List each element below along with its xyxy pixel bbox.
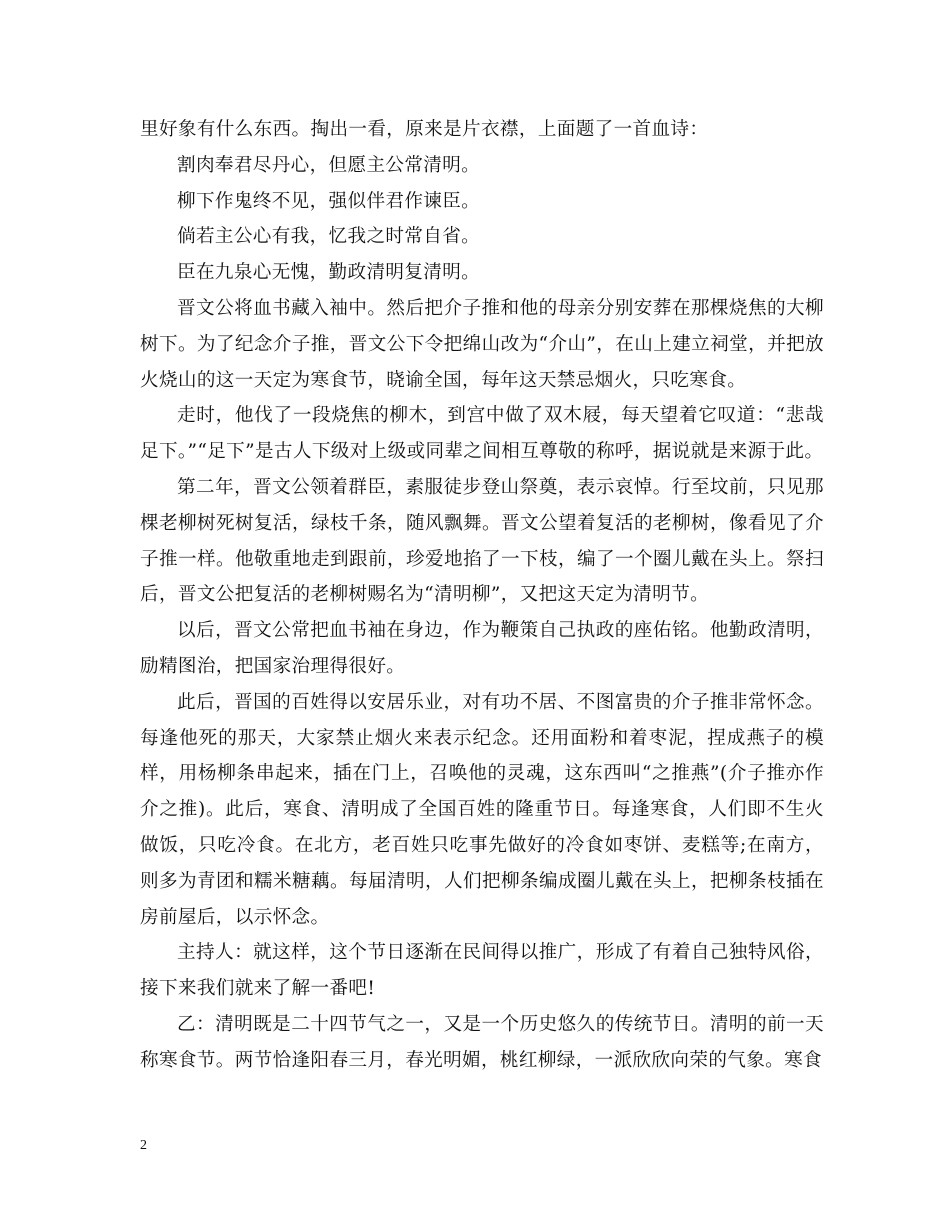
poem-line-2: 柳下作鬼终不见，强似伴君作谏臣。	[177, 190, 481, 212]
paragraph-9: 此后，晋国的百姓得以安居乐业，对有功不居、不图富贵的介子推非常怀念。每逢他死的那天，大家禁止烟火来表示纪念。还用面粉和着枣泥，捏成燕子的模样，用杨柳条串起来，插在门上，召唤他的灵魂，这东西叫“之推燕”(介子推亦作介之推)。此后，寒食、清明成了全国百姓的隆重节日。每逢寒食，人们即不生火做饭，只吃冷食。在北方，老百姓只吃事先做好的冷食如枣饼、麦糕等;在南方，则多为青团和糯米糖藕。每届清明，人们把柳条编成圈儿戴在头上，把柳条枝插在房前屋后，以示怀念。	[140, 691, 824, 928]
paragraph-0: 里好象有什么东西。掏出一看，原来是片衣襟，上面题了一首血诗：	[140, 119, 709, 140]
paragraph-6: 走时，他伐了一段烧焦的柳木，到宫中做了双木屐，每天望着它叹道：“悲哉足下。”“足下”是古人下级对上级或同辈之间相互尊敬的称呼，据说就是来源于此。	[140, 405, 824, 463]
speaker-b-paragraph: 乙：清明既是二十四节气之一，又是一个历史悠久的传统节日。清明的前一天称寒食节。两节恰逢阳春三月，春光明媚，桃红柳绿，一派欣欣向荣的气象。寒食	[140, 1013, 824, 1071]
page-number: 2	[140, 1138, 147, 1153]
document-body	[140, 112, 824, 1079]
poem-line-1: 割肉奉君尽丹心，但愿主公常清明。	[177, 154, 481, 176]
poem-line-3: 倘若主公心有我，忆我之时常自省。	[177, 226, 481, 248]
paragraph-8: 以后，晋文公常把血书袖在身边，作为鞭策自己执政的座佑铭。他勤政清明，励精图治，把国家治理得很好。	[140, 620, 824, 677]
paragraph-7: 第二年，晋文公领着群臣，素服徒步登山祭奠，表示哀悼。行至坟前，只见那棵老柳树死树复活，绿枝千条，随风飘舞。晋文公望着复活的老柳树，像看见了介子推一样。他敬重地走到跟前，珍爱地掐了一下枝，编了一个圈儿戴在头上。祭扫后，晋文公把复活的老柳树赐名为“清明柳”，又把这天定为清明节。	[140, 476, 824, 606]
poem-line-4: 臣在九泉心无愧，勤政清明复清明。	[177, 262, 481, 284]
paragraph-5: 晋文公将血书藏入袖中。然后把介子推和他的母亲分别安葬在那棵烧焦的大柳树下。为了纪念介子推，晋文公下令把绵山改为“介山”，在山上建立祠堂，并把放火烧山的这一天定为寒食节，晓谕全国，每年这天禁忌烟火，只吃寒食。	[140, 297, 824, 391]
host-paragraph: 主持人：就这样，这个节日逐渐在民间得以推广，形成了有着自己独特风俗，接下来我们就来了解一番吧!	[140, 942, 824, 1000]
